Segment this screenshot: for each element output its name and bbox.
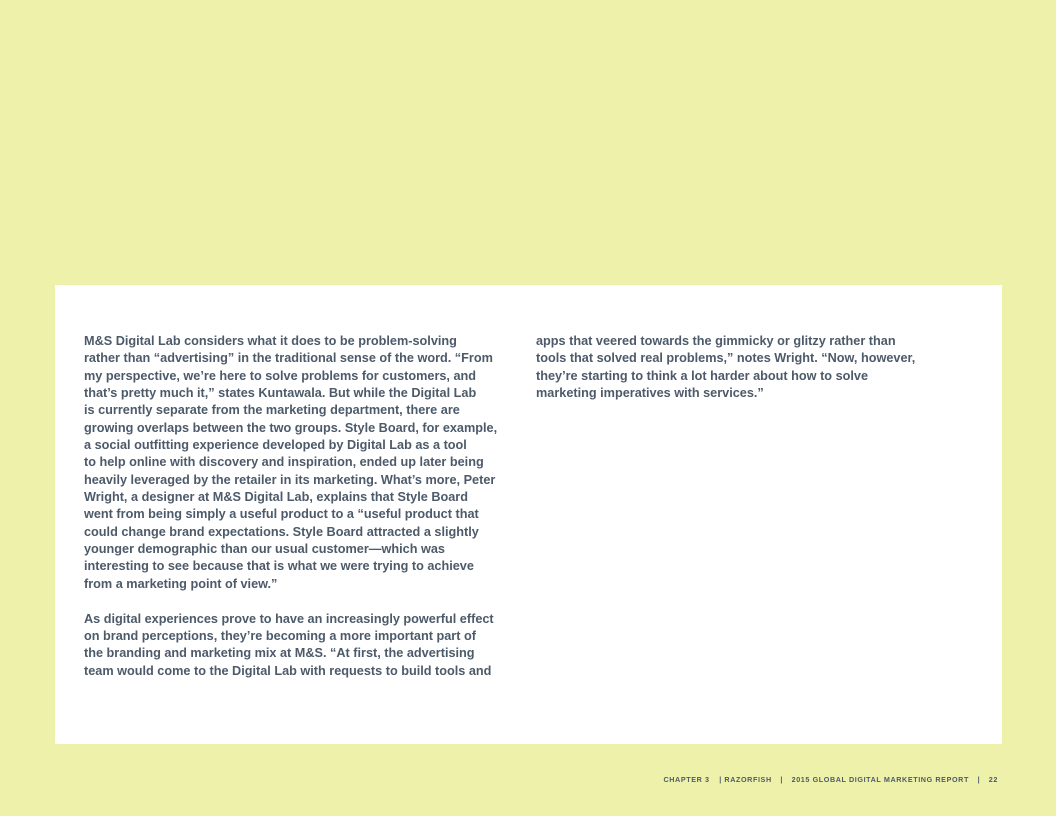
text-line: a social outfitting experience developed by Digital Lab as a tool bbox=[84, 438, 467, 453]
text-line: the branding and marketing mix at M&S. “At first, the advertising bbox=[84, 646, 475, 661]
text-line: apps that veered towards the gimmicky or glitzy rather than bbox=[536, 334, 896, 348]
footer-brand: | RAZORFISH bbox=[719, 775, 772, 784]
footer-separator: | bbox=[780, 775, 783, 784]
text-line: on brand perceptions, they’re becoming a more important part of bbox=[84, 628, 476, 643]
text-line: M&S Digital Lab considers what it does to be problem-solving bbox=[84, 334, 457, 348]
text-line: they’re starting to think a lot harder about how to solve bbox=[536, 368, 869, 383]
text-line: As digital experiences prove to have an increasingly powerful effect bbox=[84, 611, 494, 626]
page-number: 22 bbox=[988, 775, 998, 784]
text-line: could change brand expectations. Style Board attracted a slightly bbox=[84, 524, 479, 539]
paragraph bbox=[536, 333, 976, 402]
text-line: went from being simply a useful product to a “useful product that bbox=[84, 507, 479, 522]
paragraph-gap bbox=[84, 593, 524, 610]
paragraph bbox=[84, 611, 524, 680]
text-line: Wright, a designer at M&S Digital Lab, explains that Style Board bbox=[84, 490, 468, 505]
text-line: younger demographic than our usual customer—which was bbox=[84, 542, 445, 557]
paragraph bbox=[84, 333, 524, 593]
text-line: rather than “advertising” in the traditional sense of the word. “From bbox=[84, 351, 493, 366]
footer-report-title: 2015 GLOBAL DIGITAL MARKETING REPORT bbox=[791, 775, 969, 784]
text-line: team would come to the Digital Lab with requests to build tools and bbox=[84, 663, 492, 678]
text-line: is currently separate from the marketing department, there are bbox=[84, 403, 460, 418]
text-line: heavily leveraged by the retailer in its marketing. What’s more, Peter bbox=[84, 472, 496, 487]
content-panel bbox=[55, 285, 1002, 744]
footer-separator: | bbox=[977, 775, 981, 784]
text-line: tools that solved real problems,” notes Wright. “Now, however, bbox=[536, 351, 916, 366]
text-line: interesting to see because that is what we were trying to achieve bbox=[84, 559, 474, 574]
text-line: to help online with discovery and inspiration, ended up later being bbox=[84, 455, 484, 470]
page-footer bbox=[663, 775, 998, 784]
text-line: marketing imperatives with services.” bbox=[536, 386, 764, 401]
text-line: my perspective, we’re here to solve problems for customers, and bbox=[84, 368, 477, 383]
text-column-right bbox=[536, 333, 976, 402]
text-line: that’s pretty much it,” states Kuntawala. But while the Digital Lab bbox=[84, 386, 477, 401]
text-line: growing overlaps between the two groups. Style Board, for example, bbox=[84, 420, 498, 435]
text-column-left bbox=[84, 333, 524, 680]
footer-chapter: CHAPTER 3 bbox=[663, 775, 710, 784]
text-line: from a marketing point of view.” bbox=[84, 576, 278, 591]
